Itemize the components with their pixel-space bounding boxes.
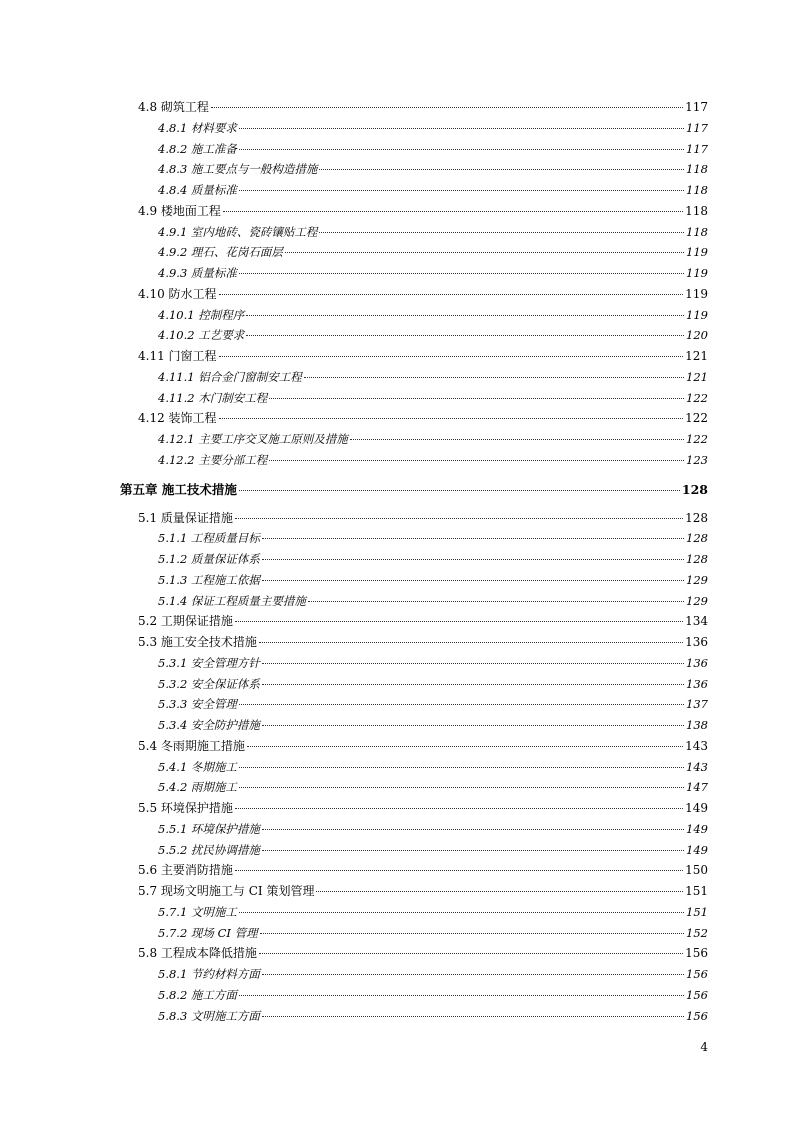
toc-entry-title: 4.11.1 铝合金门窗制安工程 bbox=[158, 369, 302, 384]
toc-entry-page: 136 bbox=[685, 635, 708, 649]
dot-leader bbox=[262, 684, 684, 685]
toc-entry[interactable] bbox=[120, 570, 708, 591]
toc-entry-page: 118 bbox=[686, 224, 708, 239]
toc-entry-title: 4.8.4 质量标准 bbox=[158, 183, 237, 197]
dot-leader bbox=[304, 377, 684, 378]
dot-leader bbox=[239, 787, 684, 788]
dot-leader bbox=[262, 663, 684, 664]
toc-entry-page: 143 bbox=[686, 759, 708, 774]
toc-entry-page: 147 bbox=[686, 780, 708, 795]
toc-entry-page: 122 bbox=[686, 432, 708, 446]
toc-entry-page: 128 bbox=[686, 531, 708, 546]
toc-entry[interactable] bbox=[120, 632, 708, 653]
dot-leader bbox=[239, 490, 680, 491]
toc-chapter-entry[interactable] bbox=[120, 477, 708, 503]
dot-leader bbox=[262, 725, 684, 726]
toc-entry[interactable] bbox=[120, 923, 708, 944]
toc-entry[interactable] bbox=[120, 346, 708, 367]
toc-entry-title: 5.2 工期保证措施 bbox=[138, 614, 233, 629]
toc-entry-page: 121 bbox=[685, 349, 708, 363]
toc-entry-title: 第五章 施工技术措施 bbox=[120, 481, 237, 497]
toc-entry[interactable] bbox=[120, 508, 708, 529]
toc-entry-page: 119 bbox=[686, 266, 708, 280]
toc-entry-title: 5.5.2 扰民协调措施 bbox=[158, 842, 260, 857]
toc-entry[interactable] bbox=[120, 985, 708, 1006]
toc-entry-title: 5.1.4 保证工程质量主要措施 bbox=[158, 593, 306, 608]
toc-entry-title: 5.6 主要消防措施 bbox=[138, 863, 233, 878]
dot-leader bbox=[235, 870, 683, 871]
toc-entry[interactable] bbox=[120, 139, 708, 160]
toc-entry-page: 156 bbox=[685, 946, 708, 961]
toc-entry[interactable] bbox=[120, 450, 708, 471]
toc-entry-title: 4.9.3 质量标准 bbox=[158, 266, 237, 280]
toc-entry-page: 120 bbox=[686, 328, 708, 343]
toc-entry[interactable] bbox=[120, 242, 708, 263]
toc-entry[interactable] bbox=[120, 97, 708, 118]
toc-entry-title: 4.8.1 材料要求 bbox=[158, 120, 237, 135]
toc-entry[interactable] bbox=[120, 118, 708, 139]
dot-leader bbox=[239, 912, 684, 913]
toc-entry-page: 122 bbox=[685, 411, 708, 426]
toc-entry[interactable] bbox=[120, 674, 708, 695]
toc-entry-title: 5.8.3 文明施工方面 bbox=[158, 1008, 260, 1023]
toc-entry-title: 5.3.2 安全保证体系 bbox=[158, 676, 260, 691]
dot-leader bbox=[239, 190, 684, 191]
toc-entry-page: 136 bbox=[686, 676, 708, 691]
dot-leader bbox=[259, 953, 683, 954]
dot-leader bbox=[260, 933, 684, 934]
toc-entry[interactable] bbox=[120, 201, 708, 222]
dot-leader bbox=[219, 418, 684, 419]
toc-entry[interactable] bbox=[120, 694, 708, 715]
toc-entry[interactable] bbox=[120, 881, 708, 902]
toc-entry-page: 150 bbox=[685, 863, 708, 878]
toc-entry-page: 136 bbox=[686, 655, 708, 670]
dot-leader bbox=[246, 315, 684, 316]
toc-entry[interactable] bbox=[120, 798, 708, 819]
dot-leader bbox=[239, 149, 684, 150]
toc-entry-title: 4.11 门窗工程 bbox=[138, 349, 217, 363]
dot-leader bbox=[239, 767, 684, 768]
toc-entry-title: 4.10 防水工程 bbox=[138, 286, 217, 301]
dot-leader bbox=[247, 746, 683, 747]
dot-leader bbox=[262, 1016, 684, 1017]
toc-entry-page: 119 bbox=[686, 245, 708, 260]
toc-entry-title: 5.1 质量保证措施 bbox=[138, 510, 233, 525]
toc-entry-title: 5.8 工程成本降低措施 bbox=[138, 946, 257, 961]
toc-entry[interactable] bbox=[120, 1006, 708, 1027]
toc-entry-page: 119 bbox=[686, 307, 708, 322]
toc-entry-title: 5.8.1 节约材料方面 bbox=[158, 967, 260, 981]
toc-entry[interactable] bbox=[120, 388, 708, 409]
toc-entry[interactable] bbox=[120, 325, 708, 346]
toc-entry-page: 129 bbox=[686, 572, 708, 587]
toc-entry-page: 138 bbox=[686, 718, 708, 732]
toc-entry-page: 117 bbox=[686, 120, 708, 135]
toc-entry-page: 123 bbox=[686, 452, 708, 467]
toc-entry-title: 5.4.2 雨期施工 bbox=[158, 780, 237, 795]
toc-entry[interactable] bbox=[120, 305, 708, 326]
dot-leader bbox=[235, 518, 683, 519]
toc-entry[interactable] bbox=[120, 180, 708, 201]
toc-entry[interactable] bbox=[120, 715, 708, 736]
toc-entry-title: 5.7 现场文明施工与 CI 策划管理 bbox=[138, 884, 315, 898]
dot-leader bbox=[262, 829, 684, 830]
dot-leader bbox=[239, 704, 684, 705]
toc-entry-title: 5.3.1 安全管理方针 bbox=[158, 655, 260, 670]
toc-entry[interactable] bbox=[120, 263, 708, 284]
toc-entry-page: 122 bbox=[686, 390, 708, 405]
toc-entry-page: 149 bbox=[685, 801, 708, 815]
toc-entry[interactable] bbox=[120, 429, 708, 450]
toc-entry-title: 5.4.1 冬期施工 bbox=[158, 759, 237, 774]
page-number: 4 bbox=[700, 1040, 708, 1054]
toc-entry-title: 5.1.3 工程施工依据 bbox=[158, 572, 260, 587]
toc-entry-title: 5.4 冬雨期施工措施 bbox=[138, 738, 245, 753]
toc-entry-page: 128 bbox=[686, 552, 708, 566]
dot-leader bbox=[319, 169, 684, 170]
toc-entry[interactable] bbox=[120, 367, 708, 388]
toc-entry-title: 4.12 装饰工程 bbox=[138, 411, 217, 426]
toc-entry-page: 118 bbox=[686, 183, 708, 197]
toc-entry[interactable] bbox=[120, 943, 708, 964]
toc-entry-page: 143 bbox=[685, 738, 708, 753]
toc-entry-page: 152 bbox=[686, 925, 708, 940]
toc-entry-page: 129 bbox=[686, 593, 708, 608]
toc-entry-title: 4.9.1 室内地砖、瓷砖镶贴工程 bbox=[158, 224, 318, 239]
toc-entry[interactable] bbox=[120, 528, 708, 549]
toc-entry[interactable] bbox=[120, 549, 708, 570]
toc-entry-page: 137 bbox=[686, 697, 708, 712]
dot-leader bbox=[262, 580, 684, 581]
dot-leader bbox=[262, 974, 684, 975]
toc-entry[interactable] bbox=[120, 736, 708, 757]
toc-entry-page: 151 bbox=[686, 904, 708, 919]
dot-leader bbox=[262, 538, 684, 539]
toc-entry-page: 128 bbox=[685, 510, 708, 525]
toc-entry[interactable] bbox=[120, 860, 708, 881]
toc-entry-title: 5.1.2 质量保证体系 bbox=[158, 552, 260, 566]
toc-entry-page: 156 bbox=[686, 1008, 708, 1023]
dot-leader bbox=[269, 460, 684, 461]
dot-leader bbox=[239, 128, 684, 129]
dot-leader bbox=[239, 995, 684, 996]
toc-entry[interactable] bbox=[120, 840, 708, 861]
dot-leader bbox=[316, 891, 683, 892]
toc-entry[interactable] bbox=[120, 777, 708, 798]
toc-entry-title: 4.8.2 施工准备 bbox=[158, 141, 237, 156]
dot-leader bbox=[239, 273, 684, 274]
dot-leader bbox=[319, 232, 684, 233]
toc-entry[interactable] bbox=[120, 408, 708, 429]
toc-entry[interactable] bbox=[120, 902, 708, 923]
toc-entry-title: 4.9 楼地面工程 bbox=[138, 203, 221, 218]
toc-entry[interactable] bbox=[120, 284, 708, 305]
dot-leader bbox=[223, 211, 683, 212]
dot-leader bbox=[262, 559, 684, 560]
dot-leader bbox=[219, 294, 684, 295]
dot-leader bbox=[219, 356, 684, 357]
dot-leader bbox=[235, 808, 683, 809]
toc-entry-page: 151 bbox=[685, 884, 708, 898]
toc-entry-page: 119 bbox=[685, 286, 708, 301]
toc-entry-title: 4.9.2 理石、花岗石面层 bbox=[158, 245, 283, 260]
toc-entry-title: 5.8.2 施工方面 bbox=[158, 987, 237, 1002]
toc-entry-title: 5.7.1 文明施工 bbox=[158, 904, 237, 919]
toc-entry[interactable] bbox=[120, 757, 708, 778]
toc-entry-page: 134 bbox=[685, 614, 708, 629]
dot-leader bbox=[246, 335, 684, 336]
toc-entry-title: 5.5.1 环境保护措施 bbox=[158, 821, 260, 836]
toc-entry[interactable] bbox=[120, 819, 708, 840]
toc-entry-page: 156 bbox=[686, 967, 708, 981]
table-of-contents bbox=[120, 97, 708, 1026]
toc-entry[interactable] bbox=[120, 591, 708, 612]
toc-entry[interactable] bbox=[120, 611, 708, 632]
dot-leader bbox=[269, 398, 684, 399]
toc-entry-title: 4.8 砌筑工程 bbox=[138, 100, 209, 114]
dot-leader bbox=[259, 642, 683, 643]
dot-leader bbox=[350, 439, 684, 440]
toc-entry-title: 5.3 施工安全技术措施 bbox=[138, 635, 257, 649]
dot-leader bbox=[235, 621, 683, 622]
toc-entry-title: 5.3.3 安全管理 bbox=[158, 697, 237, 712]
toc-entry[interactable] bbox=[120, 964, 708, 985]
toc-entry-page: 156 bbox=[686, 987, 708, 1002]
dot-leader bbox=[285, 252, 684, 253]
toc-entry[interactable] bbox=[120, 222, 708, 243]
toc-entry-page: 149 bbox=[686, 842, 708, 857]
dot-leader bbox=[262, 850, 684, 851]
toc-entry-title: 5.1.1 工程质量目标 bbox=[158, 531, 260, 546]
toc-entry-title: 5.5 环境保护措施 bbox=[138, 801, 233, 815]
toc-entry[interactable] bbox=[120, 653, 708, 674]
toc-entry-page: 118 bbox=[686, 162, 708, 177]
toc-entry-page: 118 bbox=[685, 203, 708, 218]
toc-entry-title: 5.7.2 现场 CI 管理 bbox=[158, 925, 258, 940]
toc-entry-page: 117 bbox=[685, 100, 708, 114]
dot-leader bbox=[211, 107, 683, 108]
toc-entry-title: 4.10.1 控制程序 bbox=[158, 307, 245, 322]
toc-entry-title: 4.11.2 木门制安工程 bbox=[158, 390, 268, 405]
toc-entry[interactable] bbox=[120, 159, 708, 180]
toc-entry-page: 117 bbox=[686, 141, 708, 156]
toc-entry-title: 4.10.2 工艺要求 bbox=[158, 328, 245, 343]
toc-entry-title: 4.12.2 主要分部工程 bbox=[158, 452, 268, 467]
toc-entry-title: 4.12.1 主要工序交叉施工原则及措施 bbox=[158, 432, 348, 446]
toc-entry-page: 149 bbox=[686, 821, 708, 836]
toc-entry-page: 128 bbox=[681, 481, 708, 497]
toc-entry-title: 5.3.4 安全防护措施 bbox=[158, 718, 260, 732]
dot-leader bbox=[308, 601, 684, 602]
toc-entry-page: 121 bbox=[686, 369, 708, 384]
toc-entry-title: 4.8.3 施工要点与一般构造措施 bbox=[158, 162, 318, 177]
